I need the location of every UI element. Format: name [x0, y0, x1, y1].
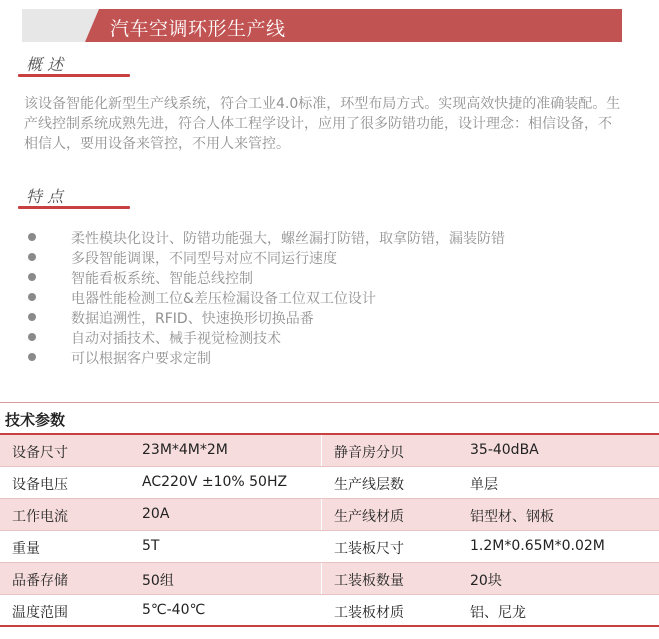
feature-text: 可以根据客户要求定制: [71, 351, 211, 367]
spec-label: 生产线层数: [334, 477, 404, 493]
column-divider: [321, 499, 322, 530]
feature-item: [24, 288, 624, 308]
feature-text: 电器性能检测工位&差压检漏设备工位双工位设计: [71, 291, 376, 307]
feature-item: [24, 248, 624, 268]
spec-label: 重量: [12, 541, 40, 557]
spec-label: 静音房分贝: [334, 445, 404, 461]
bullet-icon: [28, 253, 36, 261]
spec-value: AC220V ±10% 50HZ: [142, 474, 288, 490]
overview-heading: 概 述: [26, 55, 64, 74]
spec-heading: 技术参数: [5, 411, 66, 429]
spec-value: 23M*4M*2M: [142, 442, 228, 458]
spec-value: 5T: [142, 538, 160, 554]
spec-label: 工装板材质: [334, 605, 404, 621]
page-title: 汽车空调环形生产线: [110, 18, 286, 40]
column-divider: [321, 563, 322, 594]
spec-value: 1.2M*0.65M*0.02M: [470, 538, 605, 554]
feature-item: [24, 308, 624, 328]
feature-text: 智能看板系统、智能总线控制: [71, 271, 253, 287]
spec-value: 20块: [470, 573, 502, 589]
spec-row: [0, 499, 659, 531]
bullet-icon: [28, 313, 36, 321]
overview-text: 该设备智能化新型生产线系统，符合工业4.0标准，环型布局方式。实现高效快捷的准确装配。生产线控制系统成熟先进，符合人体工程学设计，应用了很多防错功能，设计理念：相信设备，不相信人，要用设备来管控，不用人来管控。: [24, 96, 621, 152]
overview-heading-underline: [18, 74, 130, 77]
spec-table: [0, 433, 659, 627]
spec-value: 5℃-40℃: [142, 602, 206, 618]
spec-value: 铝、尼龙: [470, 605, 526, 621]
feature-item: [24, 268, 624, 288]
spec-top-divider: [0, 402, 659, 403]
spec-row: [0, 531, 659, 563]
bullet-icon: [28, 333, 36, 341]
column-divider: [321, 435, 322, 466]
spec-label: 工装板数量: [334, 573, 404, 589]
feature-text: 自动对插技术、械手视觉检测技术: [71, 331, 281, 347]
spec-label: 工作电流: [12, 509, 68, 525]
features-heading-underline: [18, 206, 130, 209]
feature-text: 柔性模块化设计、防错功能强大，螺丝漏打防错，取拿防错，漏装防错: [71, 231, 505, 247]
feature-item: [24, 228, 624, 248]
feature-list: [24, 228, 624, 368]
bullet-icon: [28, 233, 36, 241]
spec-value: 20A: [142, 506, 170, 522]
spec-label: 品番存储: [12, 573, 68, 589]
feature-item: [24, 348, 624, 368]
feature-item: [24, 328, 624, 348]
spec-value: 35-40dBA: [470, 442, 539, 458]
spec-row: [0, 595, 659, 627]
bullet-icon: [28, 293, 36, 301]
spec-value: 铝型材、钢板: [470, 509, 554, 525]
title-banner: [22, 9, 622, 42]
spec-row: [0, 467, 659, 499]
spec-label: 生产线材质: [334, 509, 404, 525]
bullet-icon: [28, 353, 36, 361]
features-heading: 特 点: [26, 187, 64, 206]
spec-label: 温度范围: [12, 605, 68, 621]
spec-label: 工装板尺寸: [334, 541, 404, 557]
feature-text: 数据追溯性，RFID、快速换形切换品番: [71, 311, 314, 327]
spec-label: 设备电压: [12, 477, 68, 493]
spec-row: [0, 563, 659, 595]
spec-value: 单层: [470, 477, 498, 493]
spec-label: 设备尺寸: [12, 445, 68, 461]
spec-row: [0, 435, 659, 467]
bullet-icon: [28, 273, 36, 281]
spec-value: 50组: [142, 573, 174, 589]
feature-text: 多段智能调课，不同型号对应不同运行速度: [71, 251, 337, 267]
